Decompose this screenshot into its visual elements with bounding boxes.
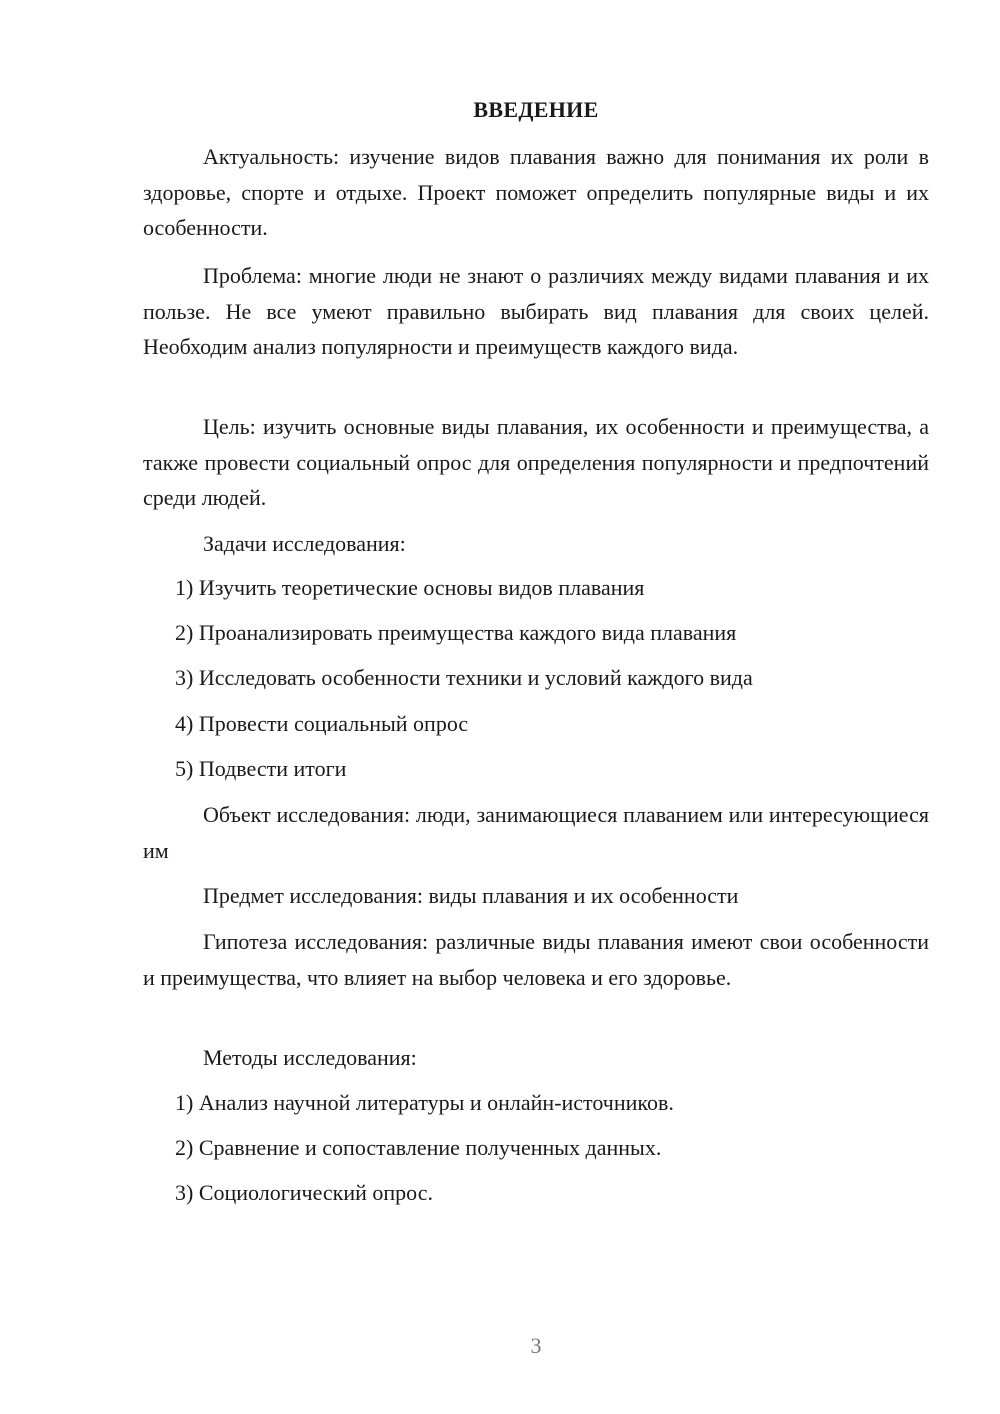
paragraph-relevance: Актуальность: изучение видов плавания важно для понимания их роли в здоровье, спорте и отдыхе. Проект поможет определить популярные виды и их особенности. bbox=[143, 144, 929, 240]
method-item-1: 1) Анализ научной литературы и онлайн-источников. bbox=[175, 1090, 674, 1115]
method-item-3: 3) Социологический опрос. bbox=[175, 1180, 433, 1205]
task-item-2: 2) Проанализировать преимущества каждого вида плавания bbox=[175, 620, 737, 645]
task-item-3: 3) Исследовать особенности техники и условий каждого вида bbox=[175, 665, 753, 690]
methods-label: Методы исследования: bbox=[203, 1045, 417, 1070]
paragraph-problem: Проблема: многие люди не знают о различиях между видами плавания и их пользе. Не все умеют правильно выбирать вид плавания для своих целей. Необходим анализ популярности и преимуществ каждого вида. bbox=[143, 263, 929, 359]
paragraph-goal: Цель: изучить основные виды плавания, их особенности и преимущества, а также провести социальный опрос для определения популярности и предпочтений среди людей. bbox=[143, 414, 929, 510]
method-item-2: 2) Сравнение и сопоставление полученных данных. bbox=[175, 1135, 662, 1160]
paragraph-subject: Предмет исследования: виды плавания и их особенности bbox=[203, 883, 739, 908]
task-item-4: 4) Провести социальный опрос bbox=[175, 711, 469, 736]
page-number: 3 bbox=[530, 1333, 542, 1358]
tasks-label: Задачи исследования: bbox=[203, 531, 406, 556]
task-item-5: 5) Подвести итоги bbox=[175, 756, 347, 781]
task-item-1: 1) Изучить теоретические основы видов плавания bbox=[175, 575, 645, 600]
paragraph-hypothesis: Гипотеза исследования: различные виды плавания имеют свои особенности и преимущества, что влияет на выбор человека и его здоровье. bbox=[143, 929, 929, 990]
paragraph-object: Объект исследования: люди, занимающиеся плаванием или интересующиеся им bbox=[143, 802, 929, 863]
page-title: ВВЕДЕНИЕ bbox=[473, 97, 599, 122]
